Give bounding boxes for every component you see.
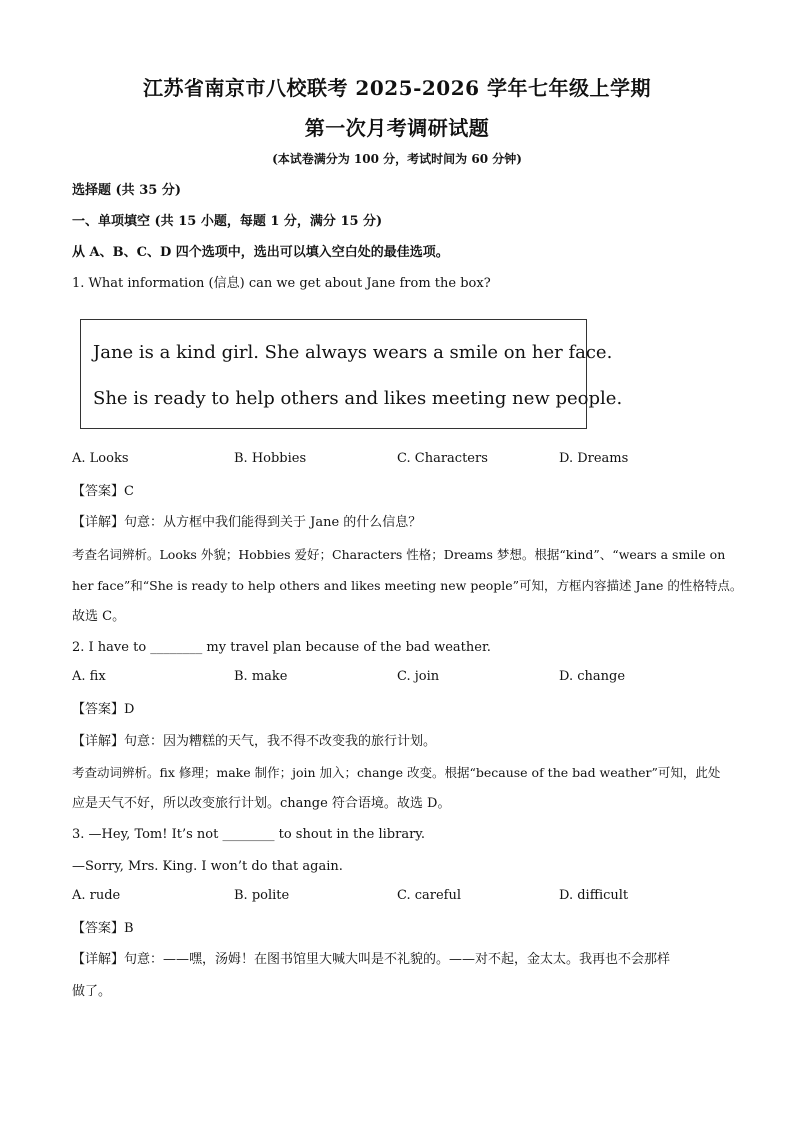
exam-title-line1: 江苏省南京市八校联考 2025-2026 学年七年级上学期 [142,76,652,100]
q3-detail-line2: 做了。 [72,984,112,999]
q2-detail-line3: 应是天气不好，所以改变旅行计划。change 符合语境。故选 D。 [72,796,451,811]
q1-box-line2: She is ready to help others and likes meeting new people. [93,388,623,409]
q3-options [72,888,722,908]
q1-options [72,451,722,471]
q1-stem: 1. What information (信息) can we get about Jane from the box? [72,276,491,291]
q1-option-c: C. Characters [397,451,488,466]
q2-detail-line1: 【详解】句意：因为糟糕的天气，我不得不改变我的旅行计划。 [72,734,437,749]
q2-detail-line2: 考查动词辨析。fix 修理；make 制作；join 加入；change 改变。根据“because of the bad weather”可知，此处 [72,765,721,780]
q3-reply: —Sorry, Mrs. King. I won’t do that again. [72,859,343,874]
q1-box-line1: Jane is a kind girl. She always wears a smile on her face. [93,342,613,363]
q2-options [72,669,722,689]
exam-score-time-note: (本试卷满分为 100 分，考试时间为 60 分钟) [272,152,522,166]
section-heading: 一、单项填空 (共 15 小题，每题 1 分，满分 15 分) [72,214,383,229]
q2-stem: 2. I have to ________ my travel plan because of the bad weather. [72,640,491,655]
q1-detail-line1: 【详解】句意：从方框中我们能得到关于 Jane 的什么信息？ [72,515,422,530]
q2-option-d: D. change [559,669,626,684]
q3-option-b: B. polite [234,888,290,903]
q2-option-c: C. join [397,669,440,684]
q1-option-b: B. Hobbies [234,451,307,466]
q2-option-a: A. fix [72,669,106,684]
part-heading: 选择题 (共 35 分) [72,183,181,198]
q1-option-d: D. Dreams [559,451,629,466]
q1-option-a: A. Looks [72,451,129,466]
q3-option-c: C. careful [397,888,462,903]
q1-text-box [80,319,623,429]
q3-option-a: A. rude [72,888,121,903]
exam-title-line2: 第一次月考调研试题 [304,116,490,140]
q3-option-d: D. difficult [559,888,629,903]
q1-detail-line2: 考查名词辨析。Looks 外貌；Hobbies 爱好；Characters 性格；Dreams 梦想。根据“kind”、“wears a smile on [72,547,726,562]
q1-answer: 【答案】C [72,484,134,499]
section-instruction: 从 A、B、C、D 四个选项中，选出可以填入空白处的最佳选项。 [72,245,449,260]
q1-detail-line4: 故选 C。 [72,609,126,624]
q3-answer: 【答案】B [72,921,134,936]
q1-detail-line3: her face”和“She is ready to help others and likes meeting new people”可知，方框内容描述 Jane 的性格特点。 [72,578,743,593]
q2-answer: 【答案】D [72,702,135,717]
q3-detail-line1: 【详解】句意：——嘿，汤姆！在图书馆里大喊大叫是不礼貌的。——对不起，金太太。我再也不会那样 [72,952,671,967]
q2-option-b: B. make [234,669,288,684]
q3-stem: 3. —Hey, Tom! It’s not ________ to shout in the library. [72,827,426,842]
